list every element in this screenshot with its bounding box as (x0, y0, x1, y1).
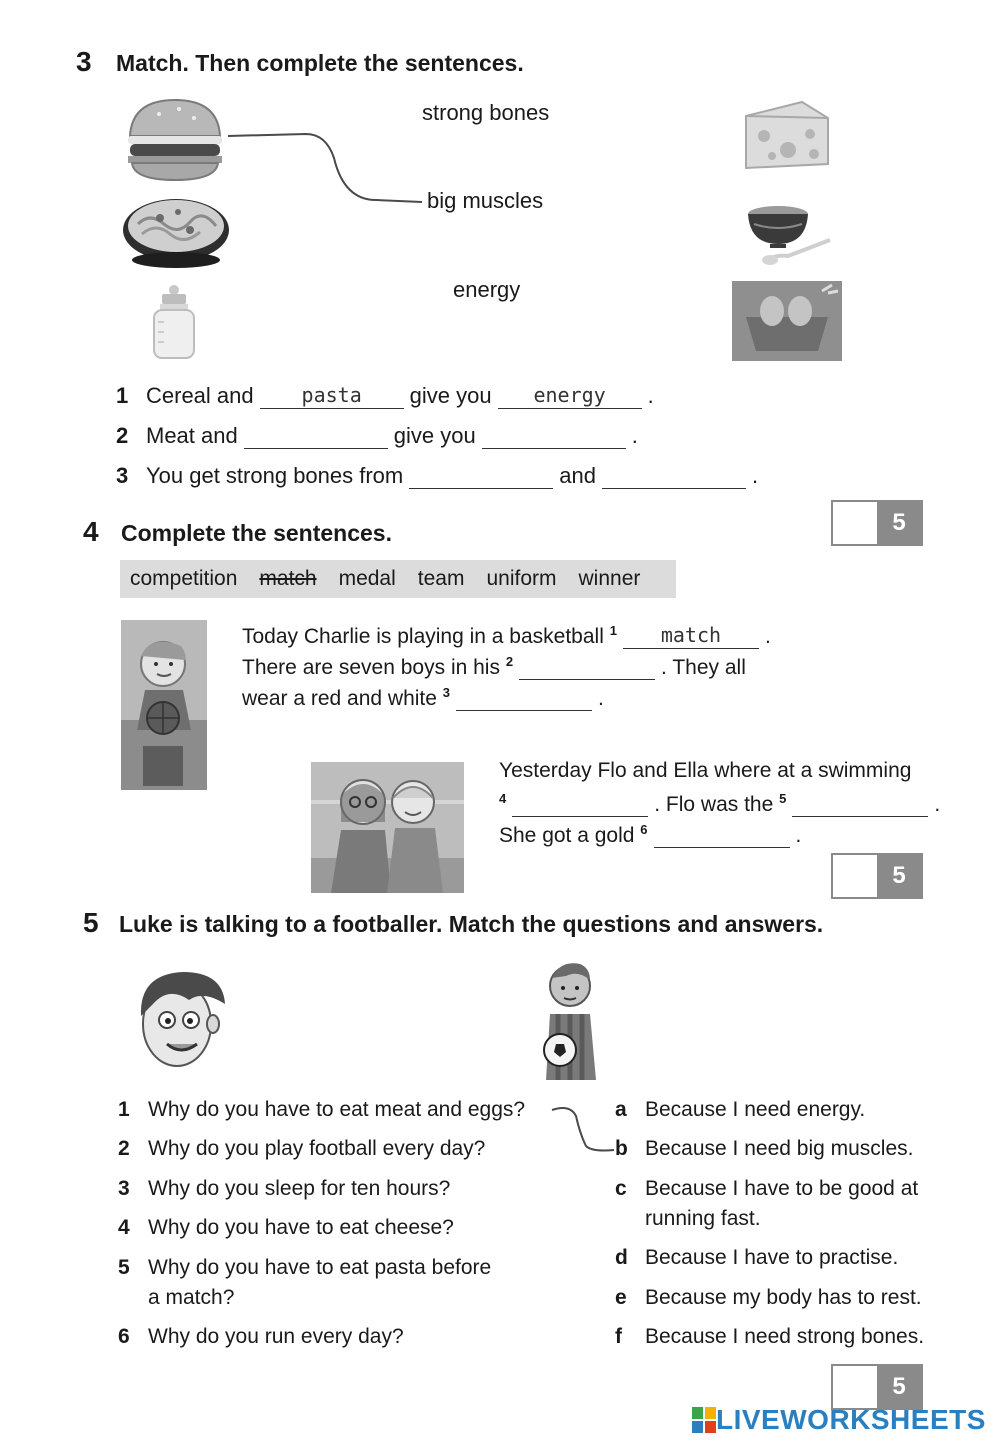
word-medal: medal (338, 567, 396, 590)
charlie-basketball-image (121, 620, 207, 790)
answer-blank[interactable] (244, 422, 388, 449)
paragraph-text: She got a gold (499, 824, 635, 847)
question-number: 5 (118, 1256, 130, 1279)
sentence-end: . (751, 463, 759, 488)
milk-bottle-icon[interactable] (150, 284, 198, 360)
sentence-text: You get strong bones from (146, 463, 404, 488)
section-3-number: 3 (76, 46, 92, 77)
question-number: 2 (118, 1137, 130, 1160)
sentence-number: 1 (116, 383, 129, 408)
paragraph-2-line-1 (499, 759, 911, 783)
answer-a (615, 1095, 865, 1125)
sentence-3-3 (116, 462, 758, 489)
paragraph-text: Yesterday Flo and Ella where at a swimming (499, 759, 912, 782)
question-number: 1 (118, 1098, 130, 1121)
answer-blank[interactable] (482, 422, 626, 449)
gap-number: 5 (779, 791, 787, 806)
paragraph-1-line-2 (242, 653, 746, 680)
answer-text-line-2: running fast. (645, 1207, 761, 1230)
answer-text[interactable]: Because my body has to rest. (645, 1286, 922, 1309)
answer-blank-6[interactable] (654, 821, 790, 848)
sentence-text: give you (409, 383, 492, 408)
answer-text[interactable] (645, 1174, 918, 1234)
sentence-number: 2 (116, 423, 129, 448)
liveworksheets-logo[interactable] (692, 1404, 986, 1436)
answer-d (615, 1243, 898, 1273)
sentence-text: give you (393, 423, 476, 448)
question-text[interactable] (148, 1253, 491, 1313)
gap-number: 6 (640, 822, 648, 837)
question-3 (118, 1174, 450, 1204)
question-6 (118, 1322, 404, 1352)
cereal-bowl-icon[interactable] (744, 200, 836, 268)
answer-c (615, 1174, 918, 1234)
paragraph-text: . Flo was the (654, 793, 774, 816)
word-winner: winner (578, 567, 641, 590)
answer-b (615, 1134, 914, 1164)
label-energy[interactable]: energy (453, 277, 521, 302)
score-box-section-3 (831, 500, 923, 546)
question-text[interactable]: Why do you run every day? (148, 1325, 404, 1348)
match-line-q1-b (550, 1104, 616, 1156)
word-uniform: uniform (486, 567, 557, 590)
paragraph-text: . (598, 687, 604, 710)
section-4-title: Complete the sentences. (121, 520, 392, 546)
sentence-text: Cereal and (146, 383, 254, 408)
paragraph-2-line-2 (499, 790, 940, 817)
luke-image (133, 964, 229, 1076)
paragraph-1-line-1 (242, 622, 771, 649)
paragraph-text: wear a red and white (242, 687, 437, 710)
eggs-carton-icon[interactable] (732, 281, 842, 361)
label-big-muscles[interactable]: big muscles (427, 188, 544, 213)
answer-blank-3[interactable] (456, 684, 592, 711)
gap-number: 2 (505, 654, 514, 669)
sentence-text: and (559, 463, 596, 488)
answer-letter: d (615, 1246, 628, 1269)
word-competition: competition (130, 567, 238, 590)
answer-f (615, 1322, 924, 1352)
gap-number: 3 (442, 685, 451, 700)
paragraph-text: . They all (661, 656, 746, 679)
answer-blank-1[interactable]: match (623, 622, 759, 649)
question-text[interactable]: Why do you have to eat meat and eggs? (148, 1098, 526, 1121)
answer-text[interactable]: Because I have to practise. (645, 1246, 899, 1269)
answer-blank-4[interactable] (512, 790, 648, 817)
question-text[interactable]: Why do you play football every day? (148, 1137, 486, 1160)
sentence-3-2 (116, 422, 638, 449)
question-text[interactable]: Why do you have to eat cheese? (148, 1216, 454, 1239)
word-team: team (417, 567, 465, 590)
question-4 (118, 1213, 454, 1243)
score-input[interactable] (833, 502, 877, 544)
question-5 (118, 1253, 491, 1313)
answer-text[interactable]: Because I need big muscles. (645, 1137, 914, 1160)
burger-icon[interactable] (124, 96, 226, 184)
answer-text-line-1: Because I have to be good at (645, 1177, 919, 1200)
answer-blank[interactable]: pasta (260, 382, 404, 409)
liveworksheets-icon (692, 1407, 716, 1433)
answer-blank[interactable] (602, 462, 746, 489)
paragraph-text: Today Charlie is playing in a basketball (242, 625, 604, 648)
answer-blank[interactable] (409, 462, 553, 489)
word-match-used: match (259, 567, 317, 590)
word-bank (120, 560, 676, 598)
liveworksheets-logo-text: LIVEWORKSHEETS (716, 1404, 986, 1435)
gap-number: 1 (609, 623, 617, 638)
score-total: 5 (877, 855, 921, 897)
paragraph-text: . (764, 625, 771, 648)
paragraph-1-line-3 (242, 684, 604, 711)
sentence-end: . (647, 383, 654, 408)
question-2 (118, 1134, 485, 1164)
question-text-line-2: a match? (148, 1286, 235, 1309)
question-number: 4 (118, 1216, 130, 1239)
answer-e (615, 1283, 922, 1313)
section-4-number: 4 (83, 516, 99, 547)
sentence-3-1 (116, 382, 654, 409)
section-5-number: 5 (83, 907, 99, 938)
score-total: 5 (877, 502, 921, 544)
pasta-bowl-icon[interactable] (120, 194, 232, 270)
section-5-title: Luke is talking to a footballer. Match the questions and answers. (119, 911, 824, 937)
flo-and-ella-image (311, 762, 464, 893)
score-input[interactable] (833, 855, 877, 897)
question-1 (118, 1095, 525, 1125)
answer-letter: c (615, 1177, 627, 1200)
answer-letter: a (615, 1098, 627, 1121)
sentence-end: . (631, 423, 638, 448)
question-text-line-1: Why do you have to eat pasta before (148, 1256, 492, 1279)
answer-blank-5[interactable] (792, 790, 928, 817)
sentence-text: Meat and (146, 423, 238, 448)
score-input[interactable] (833, 1366, 877, 1408)
score-total: 5 (877, 1366, 921, 1408)
footballer-image (530, 958, 606, 1082)
paragraph-text: . (795, 824, 802, 847)
answer-text[interactable]: Because I need strong bones. (645, 1325, 925, 1348)
question-text[interactable]: Why do you sleep for ten hours? (148, 1177, 451, 1200)
paragraph-2-line-3 (499, 821, 801, 848)
match-line (226, 128, 426, 208)
question-number: 6 (118, 1325, 130, 1348)
answer-letter: b (615, 1137, 628, 1160)
paragraph-text: There are seven boys in his (242, 656, 500, 679)
answer-blank[interactable]: energy (498, 382, 642, 409)
sentence-number: 3 (116, 463, 129, 488)
answer-letter: f (615, 1325, 622, 1348)
paragraph-text: . (934, 793, 941, 816)
answer-text[interactable]: Because I need energy. (645, 1098, 866, 1121)
cheese-icon[interactable] (742, 98, 832, 172)
answer-blank-2[interactable] (519, 653, 655, 680)
gap-number: 4 (499, 791, 507, 806)
label-strong-bones[interactable]: strong bones (422, 100, 550, 125)
answer-letter: e (615, 1286, 627, 1309)
section-3-title: Match. Then complete the sentences. (116, 50, 524, 76)
question-number: 3 (118, 1177, 130, 1200)
score-box-section-4 (831, 853, 923, 899)
